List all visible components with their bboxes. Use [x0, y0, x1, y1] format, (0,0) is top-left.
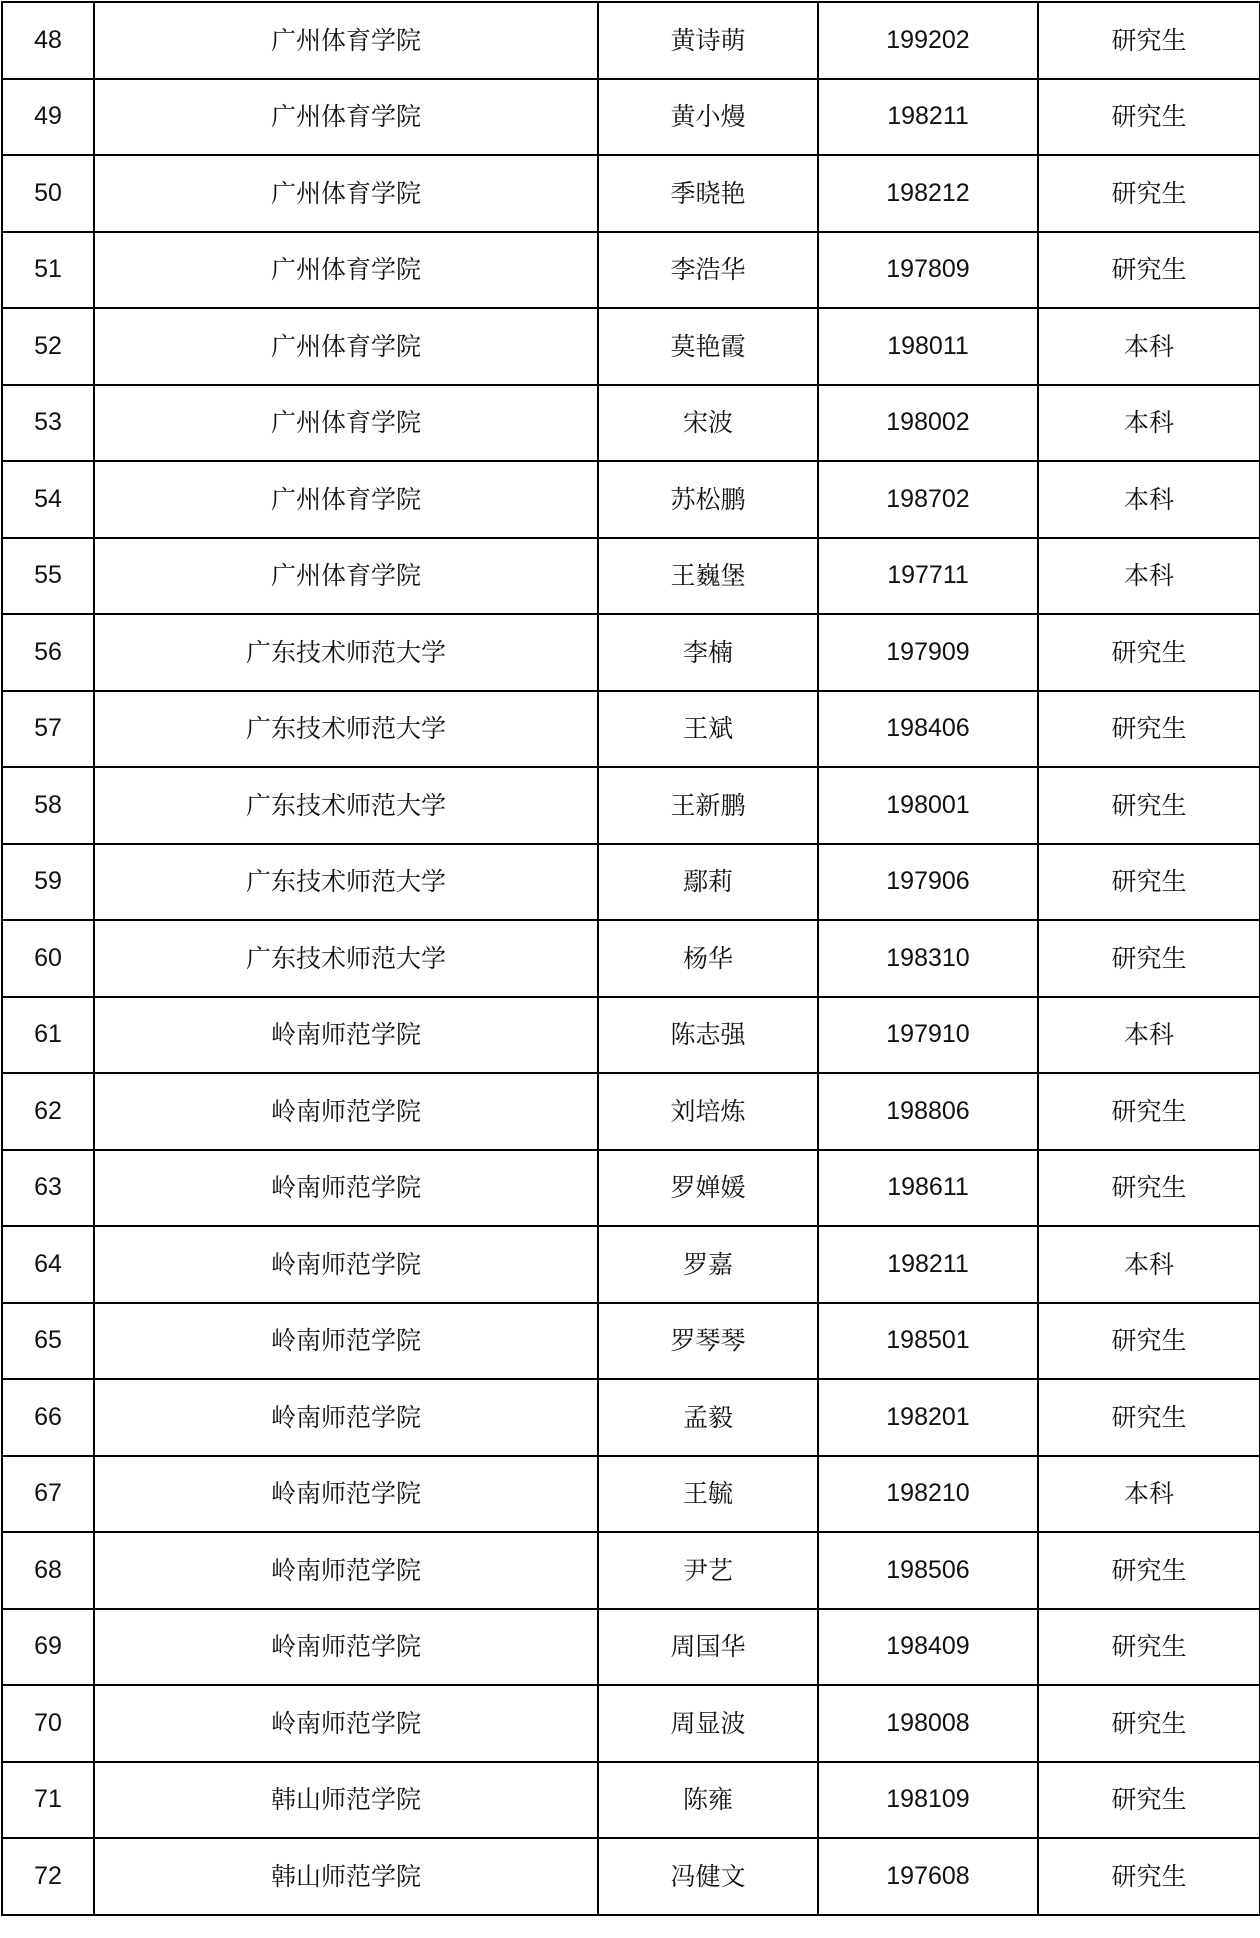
table-row	[2, 461, 1260, 538]
row-number-cell: 57	[2, 691, 94, 768]
school-cell: 岭南师范学院	[94, 1685, 598, 1762]
person-name-cell: 莫艳霞	[598, 308, 818, 385]
birth-date-cell: 198611	[818, 1150, 1038, 1227]
table-row	[2, 385, 1260, 462]
birth-date-cell: 198001	[818, 767, 1038, 844]
school-cell: 韩山师范学院	[94, 1838, 598, 1915]
school-cell: 韩山师范学院	[94, 1762, 598, 1839]
birth-date-cell: 198310	[818, 920, 1038, 997]
school-cell: 广东技术师范大学	[94, 920, 598, 997]
table-row	[2, 1685, 1260, 1762]
person-name-cell: 黄小熳	[598, 79, 818, 156]
row-number-cell: 55	[2, 538, 94, 615]
education-cell: 研究生	[1038, 232, 1260, 309]
person-name-cell: 李楠	[598, 614, 818, 691]
birth-date-cell: 198008	[818, 1685, 1038, 1762]
row-number-cell: 67	[2, 1456, 94, 1533]
education-cell: 研究生	[1038, 1762, 1260, 1839]
education-cell: 研究生	[1038, 155, 1260, 232]
roster-table-body	[2, 2, 1260, 1915]
birth-date-cell: 198806	[818, 1073, 1038, 1150]
birth-date-cell: 198212	[818, 155, 1038, 232]
birth-date-cell: 198011	[818, 308, 1038, 385]
person-name-cell: 鄢莉	[598, 844, 818, 921]
row-number-cell: 61	[2, 997, 94, 1074]
education-cell: 研究生	[1038, 1685, 1260, 1762]
education-cell: 研究生	[1038, 1532, 1260, 1609]
education-cell: 本科	[1038, 1226, 1260, 1303]
table-row	[2, 1838, 1260, 1915]
row-number-cell: 53	[2, 385, 94, 462]
row-number-cell: 69	[2, 1609, 94, 1686]
education-cell: 研究生	[1038, 1609, 1260, 1686]
row-number-cell: 54	[2, 461, 94, 538]
row-number-cell: 68	[2, 1532, 94, 1609]
roster-table	[1, 1, 1260, 1916]
row-number-cell: 48	[2, 2, 94, 79]
row-number-cell: 72	[2, 1838, 94, 1915]
school-cell: 广东技术师范大学	[94, 614, 598, 691]
school-cell: 岭南师范学院	[94, 1073, 598, 1150]
school-cell: 岭南师范学院	[94, 1226, 598, 1303]
table-row	[2, 538, 1260, 615]
education-cell: 研究生	[1038, 767, 1260, 844]
birth-date-cell: 198211	[818, 1226, 1038, 1303]
birth-date-cell: 198506	[818, 1532, 1038, 1609]
school-cell: 广州体育学院	[94, 461, 598, 538]
school-cell: 广州体育学院	[94, 385, 598, 462]
row-number-cell: 51	[2, 232, 94, 309]
row-number-cell: 70	[2, 1685, 94, 1762]
person-name-cell: 周国华	[598, 1609, 818, 1686]
person-name-cell: 李浩华	[598, 232, 818, 309]
row-number-cell: 63	[2, 1150, 94, 1227]
birth-date-cell: 197910	[818, 997, 1038, 1074]
table-row	[2, 232, 1260, 309]
person-name-cell: 陈志强	[598, 997, 818, 1074]
table-row	[2, 767, 1260, 844]
education-cell: 研究生	[1038, 2, 1260, 79]
table-row	[2, 614, 1260, 691]
education-cell: 研究生	[1038, 844, 1260, 921]
person-name-cell: 宋波	[598, 385, 818, 462]
education-cell: 本科	[1038, 308, 1260, 385]
birth-date-cell: 198002	[818, 385, 1038, 462]
table-row	[2, 997, 1260, 1074]
education-cell: 本科	[1038, 997, 1260, 1074]
birth-date-cell: 197909	[818, 614, 1038, 691]
school-cell: 岭南师范学院	[94, 1303, 598, 1380]
education-cell: 研究生	[1038, 1838, 1260, 1915]
school-cell: 广州体育学院	[94, 538, 598, 615]
row-number-cell: 65	[2, 1303, 94, 1380]
school-cell: 广州体育学院	[94, 79, 598, 156]
education-cell: 研究生	[1038, 920, 1260, 997]
person-name-cell: 季晓艳	[598, 155, 818, 232]
school-cell: 岭南师范学院	[94, 1456, 598, 1533]
birth-date-cell: 198702	[818, 461, 1038, 538]
person-name-cell: 刘培炼	[598, 1073, 818, 1150]
table-row	[2, 155, 1260, 232]
school-cell: 岭南师范学院	[94, 1150, 598, 1227]
table-row	[2, 308, 1260, 385]
person-name-cell: 罗琴琴	[598, 1303, 818, 1380]
row-number-cell: 64	[2, 1226, 94, 1303]
birth-date-cell: 198501	[818, 1303, 1038, 1380]
person-name-cell: 周显波	[598, 1685, 818, 1762]
table-row	[2, 691, 1260, 768]
school-cell: 广东技术师范大学	[94, 844, 598, 921]
birth-date-cell: 198409	[818, 1609, 1038, 1686]
table-row	[2, 1762, 1260, 1839]
birth-date-cell: 198406	[818, 691, 1038, 768]
row-number-cell: 66	[2, 1379, 94, 1456]
person-name-cell: 王毓	[598, 1456, 818, 1533]
school-cell: 广州体育学院	[94, 2, 598, 79]
school-cell: 岭南师范学院	[94, 1532, 598, 1609]
education-cell: 研究生	[1038, 1150, 1260, 1227]
table-row	[2, 1609, 1260, 1686]
row-number-cell: 58	[2, 767, 94, 844]
person-name-cell: 冯健文	[598, 1838, 818, 1915]
school-cell: 广州体育学院	[94, 155, 598, 232]
birth-date-cell: 197906	[818, 844, 1038, 921]
row-number-cell: 56	[2, 614, 94, 691]
person-name-cell: 王巍堡	[598, 538, 818, 615]
education-cell: 本科	[1038, 538, 1260, 615]
table-row	[2, 1379, 1260, 1456]
education-cell: 研究生	[1038, 691, 1260, 768]
education-cell: 研究生	[1038, 79, 1260, 156]
table-row	[2, 1456, 1260, 1533]
education-cell: 本科	[1038, 461, 1260, 538]
person-name-cell: 孟毅	[598, 1379, 818, 1456]
person-name-cell: 罗嘉	[598, 1226, 818, 1303]
school-cell: 岭南师范学院	[94, 1609, 598, 1686]
school-cell: 广州体育学院	[94, 308, 598, 385]
education-cell: 研究生	[1038, 614, 1260, 691]
birth-date-cell: 199202	[818, 2, 1038, 79]
education-cell: 本科	[1038, 385, 1260, 462]
row-number-cell: 62	[2, 1073, 94, 1150]
row-number-cell: 50	[2, 155, 94, 232]
birth-date-cell: 197608	[818, 1838, 1038, 1915]
table-row	[2, 2, 1260, 79]
school-cell: 广东技术师范大学	[94, 767, 598, 844]
person-name-cell: 苏松鹏	[598, 461, 818, 538]
person-name-cell: 尹艺	[598, 1532, 818, 1609]
school-cell: 广东技术师范大学	[94, 691, 598, 768]
birth-date-cell: 198109	[818, 1762, 1038, 1839]
table-row	[2, 844, 1260, 921]
person-name-cell: 陈雍	[598, 1762, 818, 1839]
school-cell: 岭南师范学院	[94, 997, 598, 1074]
row-number-cell: 52	[2, 308, 94, 385]
table-row	[2, 1073, 1260, 1150]
row-number-cell: 49	[2, 79, 94, 156]
school-cell: 岭南师范学院	[94, 1379, 598, 1456]
table-row	[2, 79, 1260, 156]
person-name-cell: 罗婵媛	[598, 1150, 818, 1227]
table-row	[2, 1532, 1260, 1609]
person-name-cell: 杨华	[598, 920, 818, 997]
birth-date-cell: 198201	[818, 1379, 1038, 1456]
table-row	[2, 920, 1260, 997]
person-name-cell: 王斌	[598, 691, 818, 768]
birth-date-cell: 198211	[818, 79, 1038, 156]
table-row	[2, 1226, 1260, 1303]
row-number-cell: 60	[2, 920, 94, 997]
education-cell: 研究生	[1038, 1073, 1260, 1150]
education-cell: 本科	[1038, 1456, 1260, 1533]
education-cell: 研究生	[1038, 1303, 1260, 1380]
table-row	[2, 1303, 1260, 1380]
birth-date-cell: 197809	[818, 232, 1038, 309]
row-number-cell: 59	[2, 844, 94, 921]
person-name-cell: 黄诗萌	[598, 2, 818, 79]
row-number-cell: 71	[2, 1762, 94, 1839]
birth-date-cell: 197711	[818, 538, 1038, 615]
table-row	[2, 1150, 1260, 1227]
school-cell: 广州体育学院	[94, 232, 598, 309]
person-name-cell: 王新鹏	[598, 767, 818, 844]
education-cell: 研究生	[1038, 1379, 1260, 1456]
birth-date-cell: 198210	[818, 1456, 1038, 1533]
